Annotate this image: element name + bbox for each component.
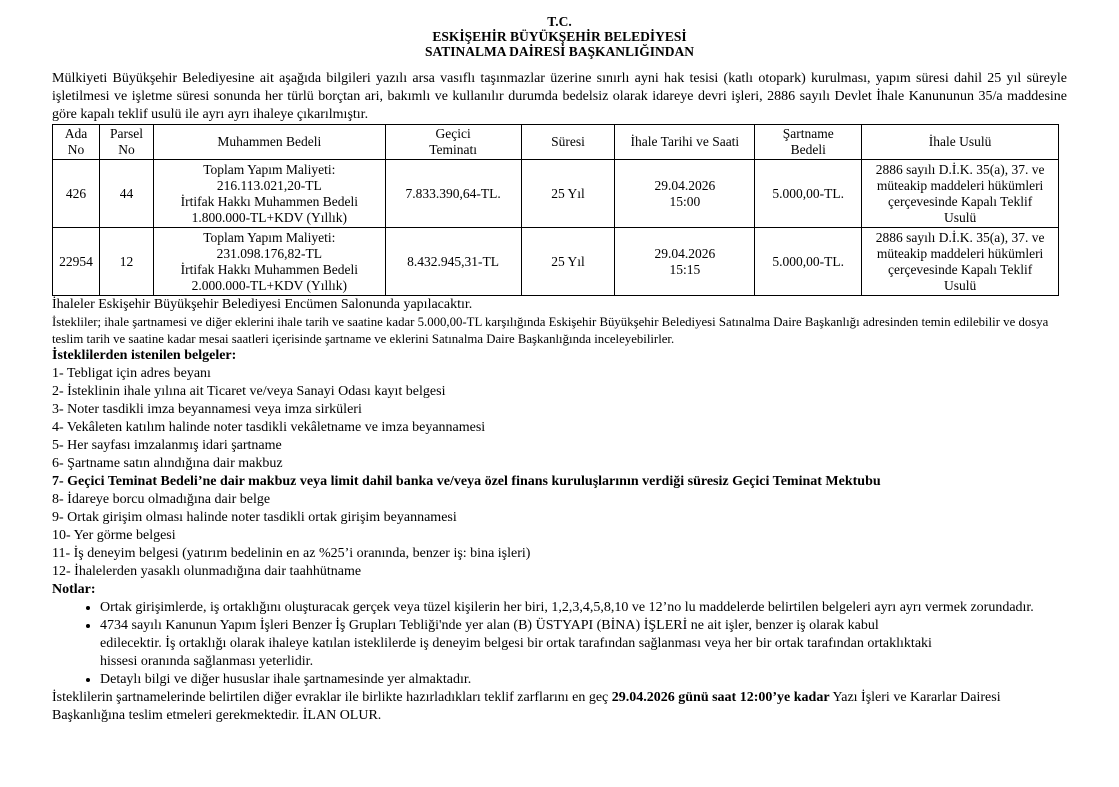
cell-suresi: 25 Yıl — [521, 160, 615, 228]
list-item: 7- Geçici Teminat Bedeli’ne dair makbuz veya limit dahil banka ve/veya özel finans kuruluşlarının verdiği süresiz Geçici Teminat Mektubu — [52, 474, 881, 489]
header — [52, 14, 1067, 59]
cell-parsel: 44 — [99, 160, 153, 228]
table-row — [53, 228, 1059, 296]
col-ada: Ada No — [53, 125, 100, 160]
closing-deadline: 29.04.2026 günü saat 12:00’ye kadar — [611, 690, 830, 705]
cell-ada: 22954 — [53, 228, 100, 296]
cell-muhammen: Toplam Yapım Maliyeti: 231.098.176,82-TL İrtifak Hakkı Muhammen Bedeli 2.000.000-TL+KDV (Yıllık) — [153, 228, 385, 296]
cell-sartname: 5.000,00-TL. — [755, 160, 862, 228]
col-usul: İhale Usulü — [862, 125, 1059, 160]
list-item: 8- İdareye borcu olmadığına dair belge — [52, 492, 271, 507]
header-line-tc: T.C. — [547, 14, 572, 29]
cell-parsel: 12 — [99, 228, 153, 296]
note-item: • 4734 sayılı Kanunun Yapım İşleri Benzer İş Grupları Tebliği'nde yer alan (B) ÜSTYAPI (BİNA) İŞLERİ ne ait işler, benzer iş olarak kabul edilecektir. İş ortaklığı olarak ihaleye katılan isteklilerde iş deneyim belgesi bir ortak tarafından sağlanması veya her bir ortak tarafından ortaklıktaki hissesi oranında sağlanması yeterlidir. — [100, 617, 1067, 671]
spec-info-text: İstekliler; ihale şartnamesi ve diğer eklerini ihale tarih ve saatine kadar 5.000,00-TL karşılığında Eskişehir Büyükşehir Belediyesi Satınalma Daire Başkanlığı adresinden temin edilebilir ve dosya teslim tarih ve saatine kadar mesai saatleri içerisinde şartname ve eklerini Satınalma Daire Başkanlığında inceleyebilirler. — [52, 315, 1049, 346]
cell-tarih: 29.04.2026 15:15 — [615, 228, 755, 296]
list-item: 9- Ortak girişim olması halinde noter tasdikli ortak girişim beyannamesi — [52, 510, 457, 525]
closing-pre: İsteklilerin şartnamelerinde belirtilen diğer evraklar ile birlikte hazırladıkları teklif zarflarını en geç — [52, 690, 612, 705]
list-item: 12- İhalelerden yasaklı olunmadığına dair taahhütname — [52, 564, 362, 579]
list-item: 10- Yer görme belgesi — [52, 528, 176, 543]
cell-tarih: 29.04.2026 15:00 — [615, 160, 755, 228]
list-item: 4- Vekâleten katılım halinde noter tasdikli vekâletname ve imza beyannamesi — [52, 420, 486, 435]
list-item: 5- Her sayfası imzalanmış idari şartname — [52, 438, 282, 453]
cell-teminat: 8.432.945,31-TL — [385, 228, 521, 296]
cell-sartname: 5.000,00-TL. — [755, 228, 862, 296]
venue-text: İhaleler Eskişehir Büyükşehir Belediyesi Encümen Salonunda yapılacaktır. — [52, 297, 473, 312]
table-row — [53, 160, 1059, 228]
cell-usul: 2886 sayılı D.İ.K. 35(a), 37. ve müteakip maddeleri hükümleri çerçevesinde Kapalı Teklif Usulü — [862, 160, 1059, 228]
list-item: 2- İsteklinin ihale yılına ait Ticaret ve/veya Sanayi Odası kayıt belgesi — [52, 384, 446, 399]
list-item: 6- Şartname satın alındığına dair makbuz — [52, 456, 283, 471]
list-item: 11- İş deneyim belgesi (yatırım bedelinin en az %25’i oranında, benzer iş: bina işleri) — [52, 546, 531, 561]
header-municipality: ESKİŞEHİR BÜYÜKŞEHİR BELEDİYESİ — [432, 29, 687, 44]
closing-paragraph — [52, 689, 1067, 725]
header-department: SATINALMA DAİRESİ BAŞKANLIĞINDAN — [424, 44, 695, 59]
closing-post: Yazı İşleri ve Kararlar Dairesi Başkanlığına teslim etmeleri gerekmektedir. İLAN OLUR. — [52, 690, 1001, 723]
docs-list — [52, 365, 1067, 581]
cell-usul: 2886 sayılı D.İ.K. 35(a), 37. ve müteakip maddeleri hükümleri çerçevesinde Kapalı Teklif Usulü — [862, 228, 1059, 296]
docs-title: İsteklilerden istenilen belgeler: — [52, 348, 237, 363]
note-item: • Ortak girişimlerde, iş ortaklığını oluşturacak gerçek veya tüzel kişilerin her biri, 1,2,3,4,5,8,10 ve 12’no lu maddelerde belirtilen belgeleri ayrı ayrı vermek zorundadır. — [100, 599, 1067, 617]
notes-list — [52, 599, 1067, 689]
col-parsel: Parsel No — [99, 125, 153, 160]
table-header-row — [53, 125, 1059, 160]
note-item: • Detaylı bilgi ve diğer hususlar ihale şartnamesinde yer almaktadır. — [100, 671, 1067, 689]
cell-suresi: 25 Yıl — [521, 228, 615, 296]
list-item: 3- Noter tasdikli imza beyannamesi veya imza sirküleri — [52, 402, 362, 417]
intro-paragraph: Mülkiyeti Büyükşehir Belediyesine ait aşağıda bilgileri yazılı arsa vasıflı taşınmazlar üzerine sınırlı ayni hak tesisi (katlı otopark) kurulması, yapım süresi dahil 25 yıl süreyle işletilmesi ve işletme süresi sonunda her türlü borçtan ari, bakımlı ve kullanılır durumda bedelsiz olarak idareye devri işleri, 2886 sayılı Devlet İhale Kanununun 35/a maddesine göre kapalı teklif usulü ile ayrı ayrı ihaleye çıkarılmıştır. — [52, 71, 1067, 122]
list-item: 1- Tebligat için adres beyanı — [52, 366, 211, 381]
cell-muhammen: Toplam Yapım Maliyeti: 216.113.021,20-TL İrtifak Hakkı Muhammen Bedeli 1.800.000-TL+KDV (Yıllık) — [153, 160, 385, 228]
notes-title: Notlar: — [52, 582, 96, 597]
cell-teminat: 7.833.390,64-TL. — [385, 160, 521, 228]
cell-ada: 426 — [53, 160, 100, 228]
col-muhammen: Muhammen Bedeli — [153, 125, 385, 160]
col-sartname: Şartname Bedeli — [755, 125, 862, 160]
col-teminat: Geçici Teminatı — [385, 125, 521, 160]
col-suresi: Süresi — [521, 125, 615, 160]
col-tarih: İhale Tarihi ve Saati — [615, 125, 755, 160]
tender-table — [52, 124, 1059, 296]
